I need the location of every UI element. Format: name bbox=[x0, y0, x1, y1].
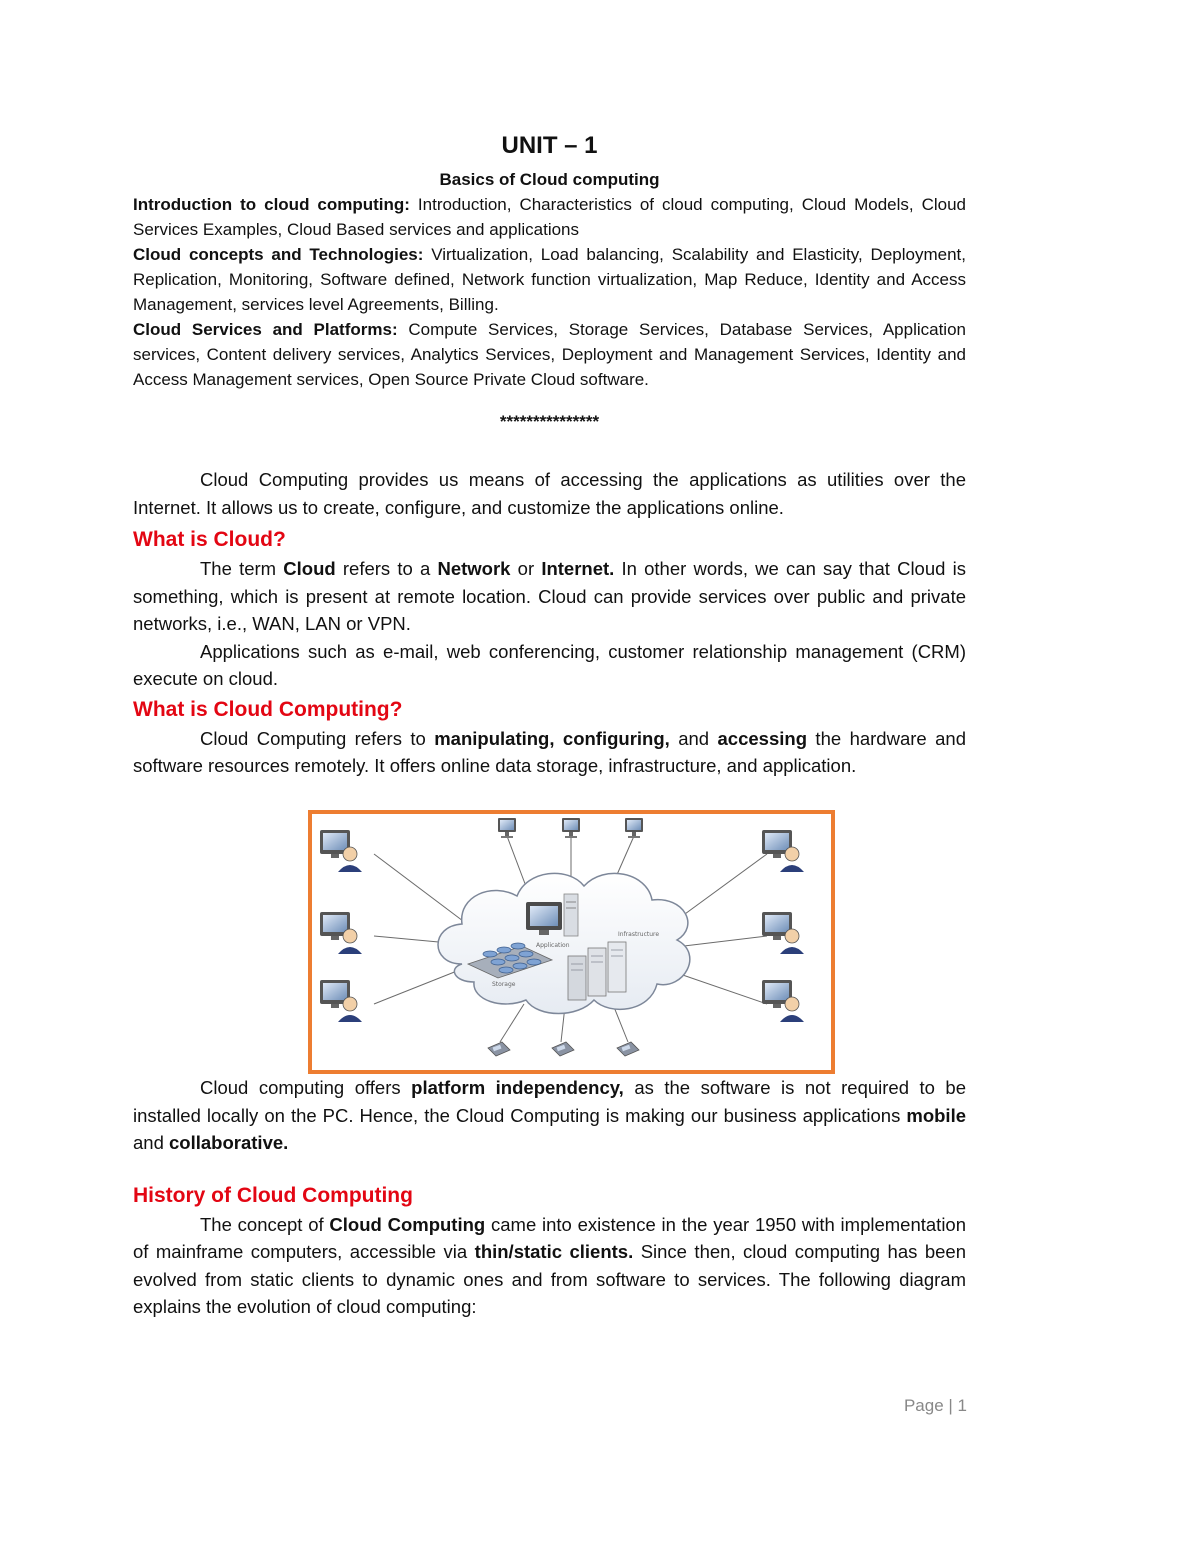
user-workstation-icon bbox=[320, 830, 362, 872]
user-workstation-icon bbox=[762, 830, 804, 872]
bold-term-mobile: mobile bbox=[906, 1104, 966, 1126]
user-workstation-icon bbox=[762, 980, 804, 1022]
syllabus-concepts-text: Virtualization, Load balancing, Scalability and Elasticity, Deployment, Replication, Monitoring, Software defined, Network function virtualization, Map Reduce, Identity and Access Management, services level Agreements, Billing. bbox=[133, 245, 966, 314]
syllabus-concepts-label: Cloud concepts and Technologies: bbox=[133, 245, 424, 264]
unit-title: UNIT – 1 bbox=[501, 132, 598, 159]
user-workstation-icon bbox=[320, 980, 362, 1022]
cloud-applications-paragraph: Applications such as e-mail, web conferencing, customer relationship management (CRM) execute on cloud. bbox=[133, 640, 966, 689]
cloud-definition-paragraph bbox=[133, 555, 966, 638]
text-run: Since then, cloud computing has been evolved from static clients to dynamic ones and from software to services. The following diagram explains the evolution of cloud computing: bbox=[133, 1241, 966, 1317]
bold-term-platform-independency: platform independency, bbox=[411, 1077, 624, 1098]
text-run: The term bbox=[200, 558, 284, 579]
intro-paragraph: Cloud Computing provides us means of accessing the applications as utilities over the Internet. It allows us to create, configure, and customize the applications online. bbox=[133, 469, 966, 518]
syllabus-services bbox=[133, 317, 966, 392]
text-run: The concept of bbox=[200, 1213, 330, 1235]
bold-term-accessing: accessing bbox=[717, 727, 807, 749]
syllabus-intro-text: Introduction, Characteristics of cloud computing, Cloud Models, Cloud Services Examples, Cloud Based services and applications bbox=[133, 195, 966, 239]
text-run: Cloud computing offers bbox=[200, 1077, 412, 1098]
cloud-computing-definition bbox=[133, 725, 966, 780]
bold-term-network: Network bbox=[437, 558, 511, 579]
heading-what-is-cloud: What is Cloud? bbox=[133, 528, 286, 551]
page-content-lower bbox=[133, 1074, 966, 1321]
bold-term-cloud-computing: Cloud Computing bbox=[329, 1213, 486, 1235]
mobile-device-icon bbox=[488, 1042, 510, 1056]
syllabus-services-label: Cloud Services and Platforms: bbox=[133, 320, 398, 339]
cloud-diagram-figure bbox=[308, 810, 835, 1074]
text-run: as the software is not required to be installed locally on the PC. Hence, the Cloud Computing is making our business applications bbox=[133, 1077, 967, 1126]
cloud-diagram bbox=[312, 814, 831, 1070]
text-run: came into existence in the year 1950 with implementation of mainframe computers, accessible via bbox=[133, 1213, 967, 1262]
storage-label: Storage bbox=[492, 981, 516, 988]
application-label: Application bbox=[536, 942, 570, 949]
client-computer-icon bbox=[562, 818, 580, 838]
heading-what-is-cloud-computing: What is Cloud Computing? bbox=[133, 697, 403, 721]
bold-term-cloud: Cloud bbox=[283, 558, 336, 579]
text-run: Cloud Computing refers to bbox=[200, 727, 435, 749]
text-run: and bbox=[669, 727, 718, 749]
client-computer-icon bbox=[498, 818, 516, 838]
page-content bbox=[133, 130, 966, 780]
bold-term-manipulating: manipulating, configuring, bbox=[434, 727, 670, 749]
text-run: refers to a bbox=[335, 558, 438, 579]
bold-term-collaborative: collaborative. bbox=[169, 1132, 289, 1153]
separator: *************** bbox=[499, 412, 600, 431]
user-workstation-icon bbox=[762, 912, 804, 954]
page-number-footer: Page | 1 bbox=[903, 1396, 967, 1415]
text-run: or bbox=[510, 558, 542, 579]
text-run: the hardware and software resources remotely. It offers online data storage, infrastructure, and application. bbox=[133, 727, 966, 776]
syllabus-concepts bbox=[133, 242, 966, 317]
bold-term-internet: Internet. bbox=[541, 558, 615, 579]
syllabus-services-text: Compute Services, Storage Services, Database Services, Application services, Content delivery services, Analytics Services, Deployment and Management Services, Identity and Access Management services, Open Source Private Cloud software. bbox=[133, 320, 966, 389]
syllabus-intro-label: Introduction to cloud computing: bbox=[133, 195, 410, 214]
unit-subtitle: Basics of Cloud computing bbox=[439, 170, 660, 189]
heading-history: History of Cloud Computing bbox=[133, 1183, 413, 1207]
text-run: and bbox=[133, 1132, 170, 1153]
infrastructure-label: Infrastructure bbox=[618, 931, 660, 938]
bold-term-thin-static-clients: thin/static clients. bbox=[474, 1241, 634, 1262]
text-run: In other words, we can say that Cloud is something, which is present at remote location. Cloud can provide services over public and private networks, i.e., WAN, LAN or VPN. bbox=[133, 558, 966, 634]
history-paragraph bbox=[133, 1211, 966, 1321]
client-computer-icon bbox=[625, 818, 643, 838]
user-workstation-icon bbox=[320, 912, 362, 954]
syllabus-intro bbox=[133, 192, 966, 242]
mobile-device-icon bbox=[552, 1042, 574, 1056]
mobile-device-icon bbox=[617, 1042, 639, 1056]
platform-independency-paragraph bbox=[133, 1074, 966, 1157]
